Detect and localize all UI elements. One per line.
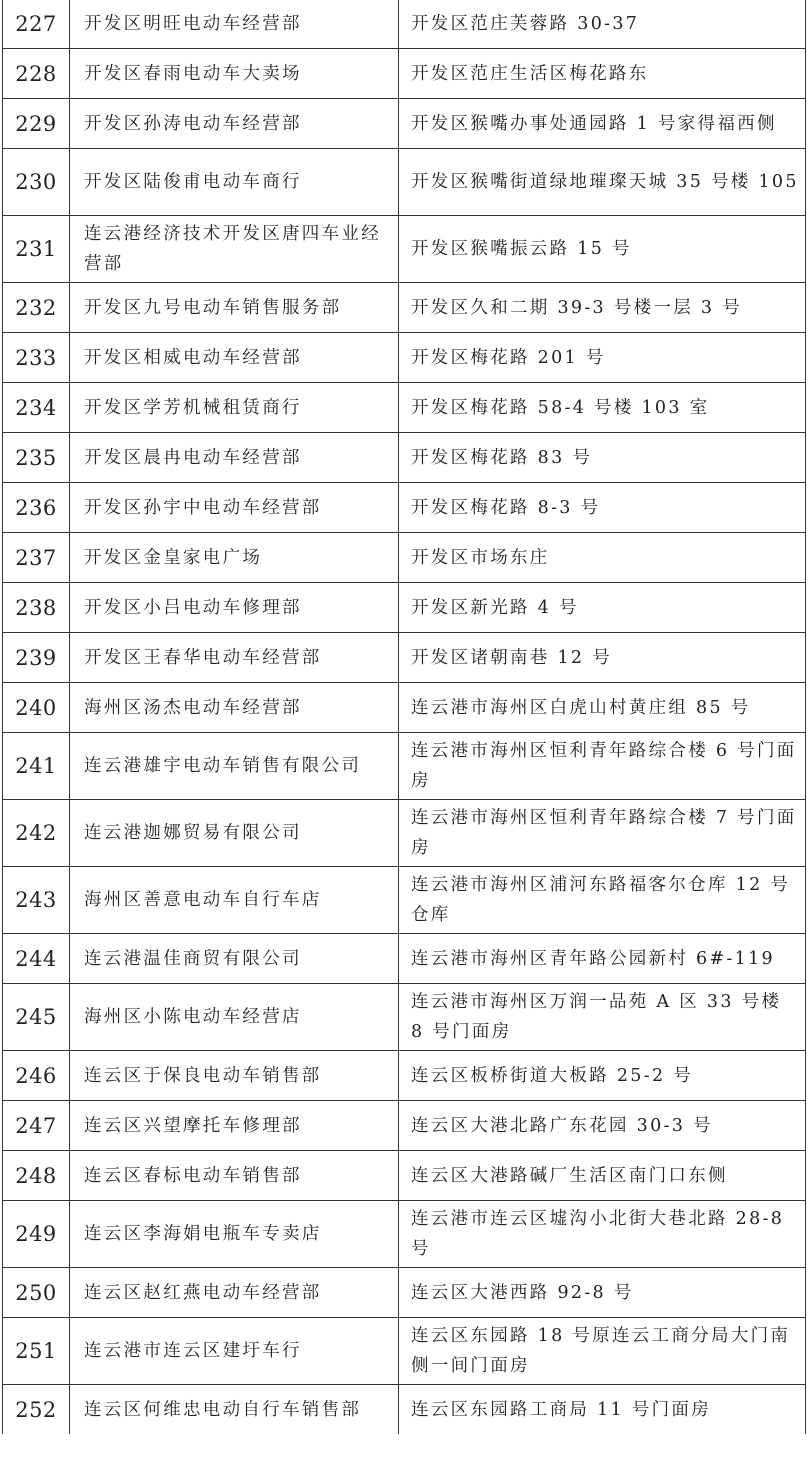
dealer-name: 开发区九号电动车销售服务部 xyxy=(84,297,342,318)
row-number: 243 xyxy=(3,867,70,934)
row-number: 234 xyxy=(3,383,70,433)
table-row xyxy=(3,149,806,216)
row-number: 235 xyxy=(3,433,70,483)
table-row xyxy=(3,633,806,683)
dealer-name: 开发区孙涛电动车经营部 xyxy=(84,113,302,134)
dealer-name: 开发区王春华电动车经营部 xyxy=(84,647,322,668)
dealer-name: 连云区于保良电动车销售部 xyxy=(84,1065,322,1086)
table-row xyxy=(3,1201,806,1268)
row-number: 244 xyxy=(3,934,70,984)
table-row xyxy=(3,333,806,383)
dealer-name: 开发区学芳机械租赁商行 xyxy=(84,397,302,418)
dealer-name: 开发区春雨电动车大卖场 xyxy=(84,63,302,84)
dealer-address: 开发区猴嘴街道绿地璀璨天城 35 号楼 105 xyxy=(411,172,799,192)
dealer-address: 开发区猴嘴办事处通园路 1 号家得福西侧 xyxy=(411,113,777,134)
table-row xyxy=(3,383,806,433)
table-row xyxy=(3,1268,806,1318)
dealer-address: 开发区诸朝南巷 12 号 xyxy=(411,647,612,668)
dealer-address: 连云区板桥街道大板路 25-2 号 xyxy=(411,1065,694,1086)
dealer-address: 开发区市场东庄 xyxy=(411,547,550,568)
dealer-name: 连云港温佳商贸有限公司 xyxy=(84,948,302,969)
row-number: 236 xyxy=(3,483,70,533)
row-number: 228 xyxy=(3,49,70,99)
row-number: 227 xyxy=(3,0,70,49)
dealer-address: 开发区梅花路 8-3 号 xyxy=(411,497,601,518)
dealer-name: 开发区小吕电动车修理部 xyxy=(84,597,302,618)
row-number: 231 xyxy=(3,216,70,283)
row-number: 252 xyxy=(3,1385,70,1435)
dealer-address: 连云港市海州区浦河东路福客尔仓库 12 号仓库 xyxy=(411,875,791,925)
dealer-address: 开发区梅花路 83 号 xyxy=(411,447,593,468)
dealer-name: 连云港经济技术开发区唐四车业经营部 xyxy=(84,224,381,274)
row-number: 248 xyxy=(3,1151,70,1201)
table-row xyxy=(3,1151,806,1201)
dealer-name: 开发区金皇家电广场 xyxy=(84,547,263,568)
table-row xyxy=(3,533,806,583)
row-number: 232 xyxy=(3,283,70,333)
table-row xyxy=(3,867,806,934)
row-number: 249 xyxy=(3,1201,70,1268)
row-number: 246 xyxy=(3,1051,70,1101)
dealer-address: 连云区东园路 18 号原连云工商分局大门南侧一间门面房 xyxy=(411,1326,791,1376)
table-row xyxy=(3,583,806,633)
dealer-table xyxy=(2,0,806,1434)
dealer-name: 连云区赵红燕电动车经营部 xyxy=(84,1282,322,1303)
dealer-table-body xyxy=(3,0,806,1434)
dealer-address: 开发区久和二期 39-3 号楼一层 3 号 xyxy=(411,297,742,318)
table-row xyxy=(3,934,806,984)
dealer-name: 连云港市连云区建圩车行 xyxy=(84,1341,302,1361)
dealer-name: 开发区陆俊甫电动车商行 xyxy=(84,172,302,192)
row-number: 251 xyxy=(3,1318,70,1385)
dealer-name: 连云区春标电动车销售部 xyxy=(84,1165,302,1186)
dealer-address: 连云区大港西路 92-8 号 xyxy=(411,1282,634,1303)
dealer-name: 连云区何维忠电动自行车销售部 xyxy=(84,1399,362,1420)
row-number: 229 xyxy=(3,99,70,149)
table-row xyxy=(3,1385,806,1435)
dealer-name: 连云区李海娟电瓶车专卖店 xyxy=(84,1224,322,1244)
dealer-address: 开发区猴嘴振云路 15 号 xyxy=(411,239,632,259)
dealer-address: 连云区大港北路广东花园 30-3 号 xyxy=(411,1115,713,1136)
dealer-name: 连云港迦娜贸易有限公司 xyxy=(84,823,302,843)
dealer-address: 开发区范庄生活区梅花路东 xyxy=(411,63,649,84)
row-number: 242 xyxy=(3,800,70,867)
dealer-address: 开发区梅花路 201 号 xyxy=(411,347,606,368)
dealer-address: 连云港市海州区恒利青年路综合楼 6 号门面房 xyxy=(411,741,797,791)
table-row xyxy=(3,0,806,49)
table-row xyxy=(3,733,806,800)
row-number: 245 xyxy=(3,984,70,1051)
dealer-address: 连云区东园路工商局 11 号门面房 xyxy=(411,1399,711,1420)
dealer-name: 开发区晨冉电动车经营部 xyxy=(84,447,302,468)
dealer-name: 海州区善意电动车自行车店 xyxy=(84,890,322,910)
dealer-address: 连云区大港路碱厂生活区南门口东侧 xyxy=(411,1165,728,1186)
row-number: 239 xyxy=(3,633,70,683)
table-row xyxy=(3,1051,806,1101)
row-number: 241 xyxy=(3,733,70,800)
dealer-address: 连云港市海州区万润一品苑 A 区 33 号楼 8 号门面房 xyxy=(411,992,782,1042)
dealer-name: 连云区兴望摩托车修理部 xyxy=(84,1115,302,1136)
dealer-address: 连云港市连云区墟沟小北街大巷北路 28-8 号 xyxy=(411,1209,785,1259)
dealer-name: 连云港雄宇电动车销售有限公司 xyxy=(84,756,362,776)
table-row xyxy=(3,433,806,483)
row-number: 238 xyxy=(3,583,70,633)
dealer-address: 连云港市海州区青年路公园新村 6#-119 xyxy=(411,948,775,969)
row-number: 237 xyxy=(3,533,70,583)
table-row xyxy=(3,984,806,1051)
table-row xyxy=(3,99,806,149)
table-row xyxy=(3,483,806,533)
row-number: 233 xyxy=(3,333,70,383)
dealer-name: 开发区孙宇中电动车经营部 xyxy=(84,497,322,518)
table-row xyxy=(3,683,806,733)
table-row xyxy=(3,1101,806,1151)
row-number: 240 xyxy=(3,683,70,733)
row-number: 250 xyxy=(3,1268,70,1318)
table-row xyxy=(3,216,806,283)
dealer-address: 连云港市海州区白虎山村黄庄组 85 号 xyxy=(411,697,751,718)
table-row xyxy=(3,800,806,867)
dealer-name: 开发区明旺电动车经营部 xyxy=(84,13,302,34)
dealer-name: 海州区小陈电动车经营店 xyxy=(84,1007,302,1027)
dealer-address: 连云港市海州区恒利青年路综合楼 7 号门面房 xyxy=(411,808,797,858)
table-row xyxy=(3,1318,806,1385)
table-row xyxy=(3,283,806,333)
dealer-address: 开发区范庄芙蓉路 30-37 xyxy=(411,13,640,34)
dealer-name: 海州区汤杰电动车经营部 xyxy=(84,697,302,718)
row-number: 230 xyxy=(3,149,70,216)
row-number: 247 xyxy=(3,1101,70,1151)
dealer-address: 开发区梅花路 58-4 号楼 103 室 xyxy=(411,397,710,418)
dealer-name: 开发区相威电动车经营部 xyxy=(84,347,302,368)
table-row xyxy=(3,49,806,99)
dealer-address: 开发区新光路 4 号 xyxy=(411,597,579,618)
